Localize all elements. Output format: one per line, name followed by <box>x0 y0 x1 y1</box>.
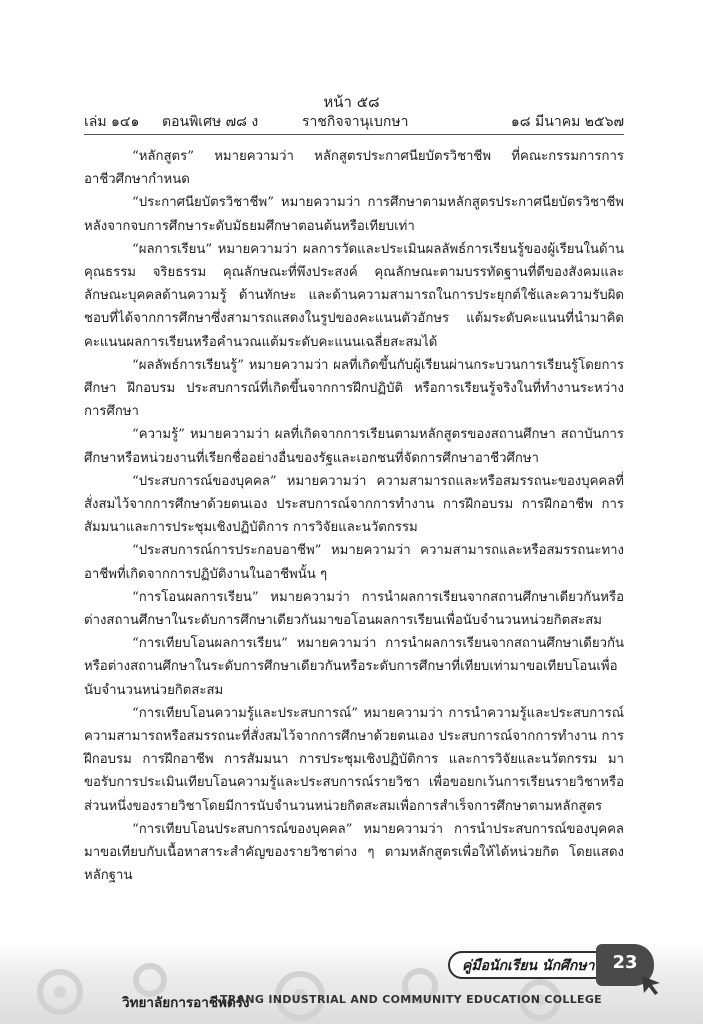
definition-paragraph: “การเทียบโอนประสบการณ์ของบุคคล” หมายความว่า การนำประสบการณ์ของบุคคลมาขอเทียบกับเนื้อหาสาระสำคัญของรายวิชาต่าง ๆ ตามหลักสูตรเพื่อให้ได้หน่วยกิต โดยแสดงหลักฐาน <box>84 821 624 884</box>
volume-label: เล่ม ๑๔๑ <box>84 114 140 130</box>
definition-paragraph: “ประสบการณ์ของบุคคล” หมายความว่า ความสามารถและหรือสมรรถนะของบุคคลที่สั่งสมไว้จากการศึกษาด้วยตนเอง ประสบการณ์จากการทำงาน การฝึกอบรม การฝึกอาชีพ การสัมมนาและการประชุมเชิงปฏิบัติการ การวิจัยและนวัตกรรม <box>84 473 624 536</box>
handbook-title: คู่มือนักเรียน นักศึกษา <box>462 958 595 974</box>
header-divider <box>84 134 624 135</box>
definition-paragraph: “หลักสูตร” หมายความว่า หลักสูตรประกาศนียบัตรวิชาชีพ ที่คณะกรรมการการอาชีวศึกษากำหนด <box>84 149 624 188</box>
gazette-header <box>84 111 624 131</box>
publication-label: ราชกิจจานุเบกษา <box>302 114 409 130</box>
cursor-arrow-icon <box>640 974 662 996</box>
definition-paragraph: “การเทียบโอนผลการเรียน” หมายความว่า การนำผลการเรียนจากสถานศึกษาเดียวกันหรือต่างสถานศึกษาในระดับการศึกษาเดียวกันหรือระดับการศึกษาที่เทียบเท่ามาขอเทียบโอนเพื่อนับจำนวนหน่วยกิตสะสม <box>84 636 624 698</box>
date-label: ๑๘ มีนาคม ๒๕๖๗ <box>510 114 624 130</box>
page-number-label: หน้า ๕๘ <box>323 93 380 111</box>
definition-paragraph: “ความรู้” หมายความว่า ผลที่เกิดจากการเรียนตามหลักสูตรของสถานศึกษา สถาบันการศึกษาหรือหน่วยงานที่เรียกชื่ออย่างอื่นของรัฐและเอกชนที่จัดการศึกษาอาชีวศึกษา <box>84 427 624 466</box>
definition-paragraph: “การเทียบโอนความรู้และประสบการณ์” หมายความว่า การนำความรู้และประสบการณ์ความสามารถหรือสมรรถนะที่สั่งสมไว้จากการศึกษาด้วยตนเอง ประสบการณ์จากการทำงาน การฝึกอบรม การฝึกอาชีพ การสัมมนา การประชุมเชิงปฏิบัติการ และการวิจัยและนวัตกรรม มาขอรับการประเมินเทียบโอนความรู้และประสบการณ์รายวิชา เพื่อขอยกเว้นการเรียนรายวิชาหรือส่วนหนึ่งของรายวิชาโดยมีการนับจำนวนหน่วยกิตสะสมเพื่อการสำเร็จการศึกษาตามหลักสูตร <box>84 705 624 814</box>
definition-paragraph: “ผลการเรียน” หมายความว่า ผลการวัดและประเมินผลลัพธ์การเรียนรู้ของผู้เรียนในด้านคุณธรรม จริยธรรม คุณลักษณะที่พึงประสงค์ คุณลักษณะตามบรรทัดฐานที่ดีของสังคมและลักษณะบุคคลด้านความรู้ ด้านทักษะ และด้านความสามารถในการประยุกต์ใช้และความรับผิดชอบที่ได้จากการศึกษาซึ่งสามารถแสดงในรูปของคะแนนตัวอักษร แต้มระดับคะแนนที่นำมาคิดคะแนนผลการเรียนหรือคำนวณแต้มระดับคะแนนเฉลี่ยสะสมได้ <box>84 241 624 350</box>
footer-page-number: 23 <box>612 952 638 973</box>
definition-paragraph: “ประสบการณ์การประกอบอาชีพ” หมายความว่า ความสามารถและหรือสมรรถนะทางอาชีพที่เกิดจากการปฏิบัติงานในอาชีพนั้น ๆ <box>84 543 624 582</box>
college-name-thai: วิทยาลัยการอาชีพตรัง <box>122 995 250 1011</box>
definition-paragraph: “ประกาศนียบัตรวิชาชีพ” หมายความว่า การศึกษาตามหลักสูตรประกาศนียบัตรวิชาชีพหลังจากจบการศึกษาระดับมัธยมศึกษาตอนต้นหรือเทียบเท่า <box>84 195 624 234</box>
body-text <box>84 145 624 888</box>
definition-paragraph: “การโอนผลการเรียน” หมายความว่า การนำผลการเรียนจากสถานศึกษาเดียวกันหรือต่างสถานศึกษาในระดับการศึกษาเดียวกันมาขอโอนผลการเรียนเพื่อนับจำนวนหน่วยกิตสะสม <box>84 589 624 629</box>
issue-label: ตอนพิเศษ ๗๘ ง <box>162 114 259 130</box>
college-name-english: TRANG INDUSTRIAL AND COMMUNITY EDUCATION COLLEGE <box>220 993 602 1006</box>
definition-paragraph: “ผลลัพธ์การเรียนรู้” หมายความว่า ผลที่เกิดขึ้นกับผู้เรียนผ่านกระบวนการเรียนรู้โดยการศึกษา ฝึกอบรม ประสบการณ์ที่เกิดขึ้นจากการฝึกปฏิบัติ หรือการเรียนรู้จริงในที่ทำงานระหว่างการศึกษา <box>84 357 624 420</box>
